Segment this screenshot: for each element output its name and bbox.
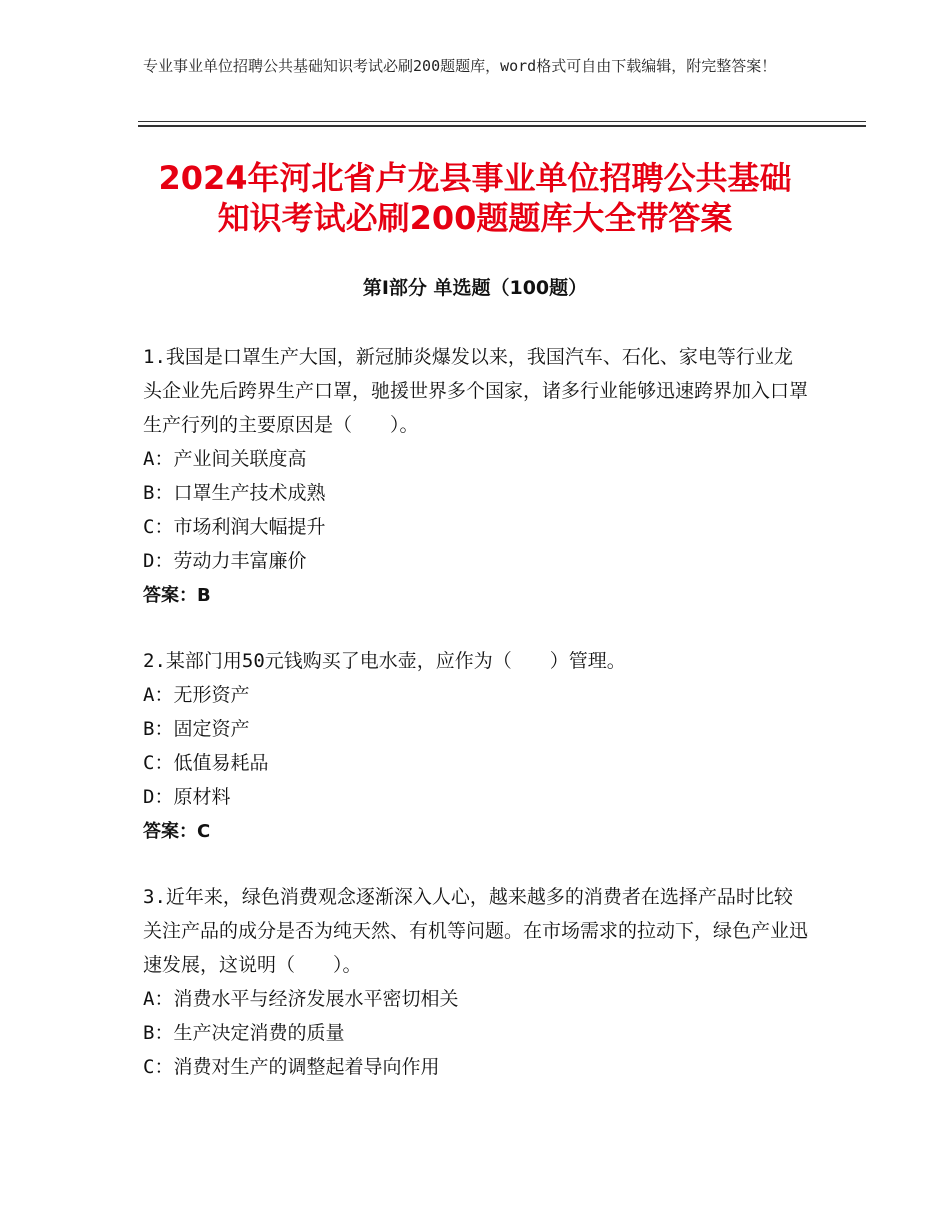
option-b: B：生产决定消费的质量 <box>143 1022 345 1044</box>
header-rule-thin <box>138 121 866 122</box>
question-1 <box>143 340 808 614</box>
question-stem: 3.近年来，绿色消费观念逐渐深入人心，越来越多的消费者在选择产品时比较关注产品的成分是否为纯天然、有机等问题。在市场需求的拉动下，绿色产业迅速发展，这说明（ ）。 <box>143 886 809 976</box>
answer: 答案：B <box>143 585 211 606</box>
question-list <box>143 340 808 1114</box>
option-a: A：无形资产 <box>143 684 250 706</box>
question-2 <box>143 644 808 850</box>
question-3 <box>143 880 808 1084</box>
option-b: B：口罩生产技术成熟 <box>143 482 326 504</box>
document-title <box>100 158 850 238</box>
option-b: B：固定资产 <box>143 718 250 740</box>
option-d: D：原材料 <box>143 786 231 808</box>
section-title: 第Ⅰ部分 单选题（100题） <box>362 277 588 299</box>
option-c: C：消费对生产的调整起着导向作用 <box>143 1056 440 1078</box>
page-header-text: 专业事业单位招聘公共基础知识考试必刷200题题库，word格式可自由下载编辑，附完整答案！ <box>143 57 777 75</box>
option-a: A：消费水平与经济发展水平密切相关 <box>143 988 459 1010</box>
option-c: C：低值易耗品 <box>143 752 269 774</box>
document-title-line-1: 2024年河北省卢龙县事业单位招聘公共基础 <box>158 159 792 197</box>
question-stem: 2.某部门用50元钱购买了电水壶，应作为（ ）管理。 <box>143 650 626 672</box>
header-rule-thick <box>138 125 866 127</box>
question-stem: 1.我国是口罩生产大国，新冠肺炎爆发以来，我国汽车、石化、家电等行业龙头企业先后跨界生产口罩，驰援世界多个国家，诸多行业能够迅速跨界加入口罩生产行列的主要原因是（ ）。 <box>143 346 809 436</box>
option-c: C：市场利润大幅提升 <box>143 516 326 538</box>
document-title-line-2: 知识考试必刷200题题库大全带答案 <box>217 199 733 237</box>
option-d: D：劳动力丰富廉价 <box>143 550 307 572</box>
answer: 答案：C <box>143 821 211 842</box>
option-a: A：产业间关联度高 <box>143 448 307 470</box>
